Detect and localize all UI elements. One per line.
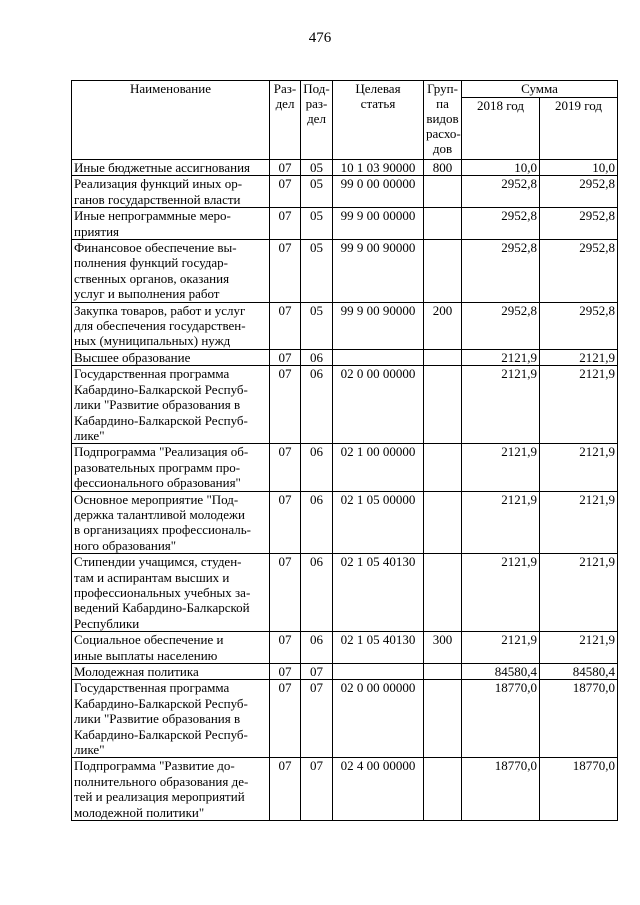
row-name: Социальное обеспечение и иные выплаты населению [72,632,270,664]
row-razdel: 07 [270,491,301,554]
row-sum-2018: 2952,8 [462,240,540,303]
row-sum-2019: 2121,9 [540,444,618,491]
row-sum-2019: 18770,0 [540,758,618,821]
row-razdel: 07 [270,176,301,208]
row-group [424,664,462,680]
table-row [72,554,618,632]
row-group [424,349,462,365]
table-row [72,664,618,680]
row-name: Подпрограмма "Развитие до- полнительного образования де- тей и реализация мероприятий молодежной политики" [72,758,270,821]
row-podrazdel: 06 [301,366,333,444]
row-podrazdel: 06 [301,491,333,554]
header-target: Целевая статья [333,81,424,160]
row-target: 10 1 03 90000 [333,160,424,176]
header-name: Наименование [72,81,270,160]
row-razdel: 07 [270,758,301,821]
row-name: Молодежная политика [72,664,270,680]
row-group [424,366,462,444]
row-sum-2019: 18770,0 [540,680,618,758]
row-sum-2019: 2952,8 [540,302,618,349]
row-sum-2019: 2121,9 [540,349,618,365]
header-razdel: Раз- дел [270,81,301,160]
row-name: Иные бюджетные ассигнования [72,160,270,176]
row-name: Закупка товаров, работ и услуг для обеспечения государствен- ных (муниципальных) нужд [72,302,270,349]
row-razdel: 07 [270,444,301,491]
row-sum-2018: 84580,4 [462,664,540,680]
row-target: 02 1 05 40130 [333,632,424,664]
header-group: Груп- па видов расхо- дов [424,81,462,160]
row-sum-2018: 2952,8 [462,176,540,208]
row-sum-2018: 2121,9 [462,554,540,632]
table-row [72,176,618,208]
row-group [424,758,462,821]
row-sum-2019: 2121,9 [540,554,618,632]
row-target: 02 0 00 00000 [333,366,424,444]
row-target: 99 9 00 90000 [333,302,424,349]
row-group [424,491,462,554]
row-razdel: 07 [270,208,301,240]
row-target: 02 4 00 00000 [333,758,424,821]
row-podrazdel: 06 [301,444,333,491]
table-row [72,160,618,176]
row-razdel: 07 [270,366,301,444]
row-podrazdel: 05 [301,302,333,349]
row-podrazdel: 05 [301,160,333,176]
row-sum-2018: 2121,9 [462,349,540,365]
row-group [424,176,462,208]
row-podrazdel: 07 [301,664,333,680]
row-razdel: 07 [270,664,301,680]
table-row [72,758,618,821]
row-sum-2019: 10,0 [540,160,618,176]
row-razdel: 07 [270,240,301,303]
header-sum: Сумма [462,81,618,98]
table-row [72,302,618,349]
row-sum-2018: 18770,0 [462,680,540,758]
row-sum-2019: 2121,9 [540,491,618,554]
row-target: 02 0 00 00000 [333,680,424,758]
table-row [72,680,618,758]
row-sum-2019: 2952,8 [540,240,618,303]
row-name: Реализация функций иных ор- ганов государственной власти [72,176,270,208]
table-row [72,349,618,365]
row-group [424,208,462,240]
table-row [72,632,618,664]
table-row [72,208,618,240]
row-razdel: 07 [270,680,301,758]
row-group [424,680,462,758]
table-row [72,444,618,491]
row-podrazdel: 07 [301,758,333,821]
row-name: Иные непрограммные меро- приятия [72,208,270,240]
row-name: Высшее образование [72,349,270,365]
row-podrazdel: 05 [301,208,333,240]
row-sum-2019: 2121,9 [540,632,618,664]
row-sum-2019: 2952,8 [540,176,618,208]
row-target: 99 9 00 00000 [333,208,424,240]
row-target: 02 1 05 00000 [333,491,424,554]
row-razdel: 07 [270,632,301,664]
row-name: Стипендии учащимся, студен- там и аспирантам высших и профессиональных учебных за- ведений Кабардино-Балкарской Республики [72,554,270,632]
row-target: 99 0 00 00000 [333,176,424,208]
row-target [333,349,424,365]
budget-table [71,80,618,821]
row-name: Государственная программа Кабардино-Балкарской Респуб- лики "Развитие образования в Кабардино-Балкарской Респуб- лике" [72,680,270,758]
row-target: 99 9 00 90000 [333,240,424,303]
row-podrazdel: 06 [301,349,333,365]
row-target [333,664,424,680]
row-group [424,554,462,632]
row-sum-2018: 2121,9 [462,632,540,664]
row-group: 200 [424,302,462,349]
row-razdel: 07 [270,554,301,632]
row-razdel: 07 [270,349,301,365]
header-podrazdel: Под- раз- дел [301,81,333,160]
row-sum-2018: 18770,0 [462,758,540,821]
header-year-2019: 2019 год [540,98,618,160]
row-sum-2019: 84580,4 [540,664,618,680]
header-year-2018: 2018 год [462,98,540,160]
row-name: Финансовое обеспечение вы- полнения функций государ- ственных органов, оказания услуг и выполнения работ [72,240,270,303]
page-number: 476 [308,30,332,46]
row-target: 02 1 05 40130 [333,554,424,632]
table-row [72,491,618,554]
row-podrazdel: 07 [301,680,333,758]
row-target: 02 1 00 00000 [333,444,424,491]
row-sum-2019: 2121,9 [540,366,618,444]
row-group: 300 [424,632,462,664]
row-razdel: 07 [270,160,301,176]
row-sum-2018: 2952,8 [462,208,540,240]
row-podrazdel: 05 [301,240,333,303]
row-podrazdel: 05 [301,176,333,208]
row-name: Государственная программа Кабардино-Балкарской Респуб- лики "Развитие образования в Кабардино-Балкарской Респуб- лике" [72,366,270,444]
row-podrazdel: 06 [301,554,333,632]
row-sum-2018: 2952,8 [462,302,540,349]
row-sum-2019: 2952,8 [540,208,618,240]
row-sum-2018: 10,0 [462,160,540,176]
row-group: 800 [424,160,462,176]
row-sum-2018: 2121,9 [462,444,540,491]
row-name: Подпрограмма "Реализация об- разовательных программ про- фессионального образования" [72,444,270,491]
row-sum-2018: 2121,9 [462,491,540,554]
row-podrazdel: 06 [301,632,333,664]
row-name: Основное мероприятие "Под- держка талантливой молодежи в организациях профессиональ- ного образования" [72,491,270,554]
row-sum-2018: 2121,9 [462,366,540,444]
row-razdel: 07 [270,302,301,349]
table-row [72,366,618,444]
row-group [424,444,462,491]
table-row [72,240,618,303]
row-group [424,240,462,303]
